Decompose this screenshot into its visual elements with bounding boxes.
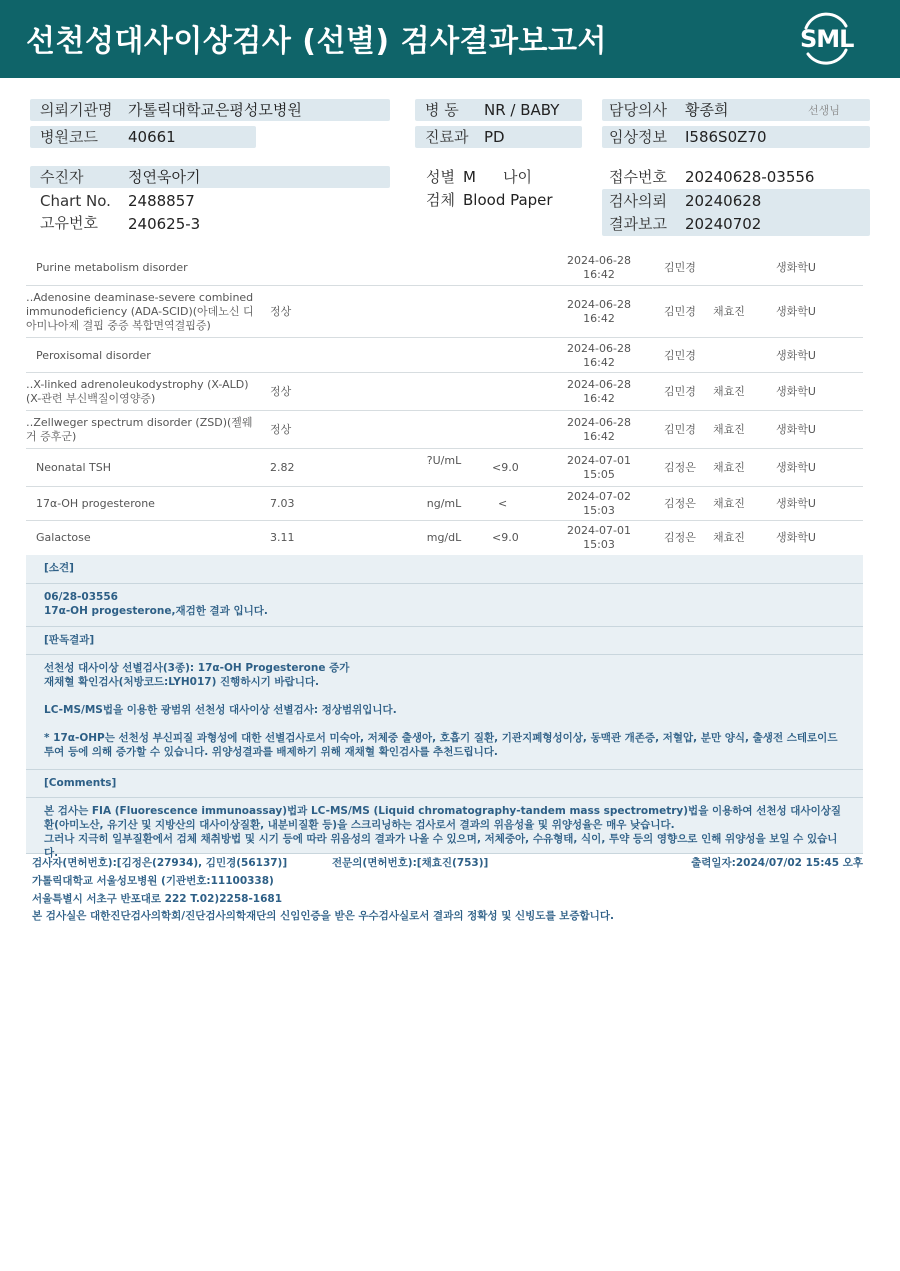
test-unit: ng/mL: [426, 497, 462, 510]
test-date-day: 2024-07-02: [567, 490, 631, 503]
footer-certification: 본 검사실은 대한진단검사의학회/진단검사의학재단의 신임인증을 받은 우수검사실로서 결과의 정확성 및 신빙도를 보증합니다.: [32, 910, 614, 922]
test-date: [566, 416, 632, 444]
verifier-name: 채효진: [713, 497, 745, 510]
table-row: [26, 250, 863, 286]
test-result: 정상: [270, 385, 292, 398]
test-unit: mg/dL: [426, 531, 462, 544]
report-header: [0, 0, 900, 78]
clinical-value: I586S0Z70: [685, 128, 767, 146]
test-result: 2.82: [270, 461, 295, 474]
footer-specialist: 전문의(면허번호):[채효진(753)]: [332, 857, 489, 869]
logo-text: SML: [800, 25, 854, 53]
test-department: 생화학U: [776, 531, 816, 544]
doctor-value: 황종희: [685, 101, 729, 119]
tester-name: 김정은: [664, 497, 696, 510]
table-row: [26, 338, 863, 373]
test-date-day: 2024-06-28: [567, 254, 631, 267]
test-name: Galactose: [36, 531, 91, 544]
judgment-line: 재채혈 확인검사(처방코드:LYH017) 진행하시기 바랍니다.: [44, 676, 319, 688]
results-table: [26, 250, 863, 555]
ward-label: 병 동: [425, 101, 459, 119]
tester-name: 김민경: [664, 305, 696, 318]
tester-name: 김민경: [664, 423, 696, 436]
test-date: [566, 254, 632, 282]
test-name: ‥X-linked adrenoleukodystrophy (X-ALD)(X-관련 부신백질이영양증): [26, 378, 249, 405]
test-date-time: 15:03: [583, 504, 615, 517]
tester-name: 김민경: [664, 349, 696, 362]
test-result: 7.03: [270, 497, 295, 510]
test-date: [566, 342, 632, 370]
test-department: 생화학U: [776, 461, 816, 474]
judgment-line: * 17α-OHP는 선천성 부신피질 과형성에 대한 선별검사로서 미숙아, 저체중 출생아, 호흡기 질환, 기관지폐형성이상, 동맥관 개존증, 저혈압, 분만 양식, 출생전 스테로이드 투여 등에 의해 증가할 수 있습니다. 위양성결과를 배제하기 위해 재채혈 확인검사를 추천드립니다.: [44, 732, 838, 758]
test-date: [566, 454, 632, 482]
footer-testers: 검사자(면허번호):[김정은(27934), 김민경(56137)]: [32, 857, 288, 869]
patient-pill: [30, 166, 390, 188]
test-date-time: 15:03: [583, 538, 615, 551]
findings-heading: [소견]: [44, 562, 74, 574]
verifier-name: 채효진: [713, 461, 745, 474]
test-ref-range: <9.0: [492, 461, 519, 474]
sex-value: M: [463, 168, 476, 186]
test-ref-range: <9.0: [492, 531, 519, 544]
findings-line: 06/28-03556: [44, 591, 118, 603]
doctor-label: 담당의사: [609, 101, 667, 119]
test-name: ‥Zellweger spectrum disorder (ZSD)(젤웨거 증후군): [26, 416, 253, 443]
institution-value: 가톨릭대학교은평성모병원: [128, 101, 302, 119]
unique-no-value: 240625-3: [128, 215, 201, 233]
test-name: 17α-OH progesterone: [36, 497, 155, 510]
notes-panel: [26, 555, 863, 859]
institution-label: 의뢰기관명: [40, 101, 113, 119]
test-department: 생화학U: [776, 349, 816, 362]
test-department: 생화학U: [776, 497, 816, 510]
tester-name: 김정은: [664, 531, 696, 544]
verifier-name: 채효진: [713, 531, 745, 544]
comments-line: 본 검사는 FIA (Fluorescence immunoassay)법과 LC-MS/MS (Liquid chromatography-tandem mass spectrometry)법을 이용하여 선천성 대사이상질환(아미노산, 유기산 및 지방산의 대사이상질환, 내분비질환 등)을 스크리닝하는 검사로서 결과의 위음성율 및 위양성율은 매우 낮습니다.: [44, 805, 842, 831]
judgment-heading: [판독결과]: [44, 634, 95, 646]
table-row: [26, 449, 863, 487]
test-date-time: 16:42: [583, 312, 615, 325]
test-date-time: 16:42: [583, 430, 615, 443]
sex-label: 성별: [426, 168, 455, 186]
findings-line: 17α-OH progesterone,재검한 결과 입니다.: [44, 605, 268, 617]
judgment-line: LC-MS/MS법을 이용한 광범위 선천성 대사이상 선별검사: 정상범위입니다.: [44, 704, 397, 716]
verifier-name: 채효진: [713, 423, 745, 436]
ward-value: NR / BABY: [484, 101, 560, 119]
footer-printed-date: 출력일자:2024/07/02 15:45 오후: [691, 857, 863, 869]
table-row: [26, 411, 863, 449]
test-date: [566, 524, 632, 552]
test-date: [566, 490, 632, 518]
judgment-line: 선천성 대사이상 선별검사(3종): 17α-OH Progesterone 증가: [44, 662, 350, 674]
test-unit: ?U/mL: [426, 454, 462, 467]
verifier-name: 채효진: [713, 385, 745, 398]
hospital-code-value: 40661: [128, 128, 176, 146]
test-result: 정상: [270, 423, 292, 436]
test-date-time: 16:42: [583, 356, 615, 369]
receipt-label: 접수번호: [609, 168, 667, 186]
report-label: 결과보고: [609, 215, 667, 233]
clinical-label: 임상정보: [609, 128, 667, 146]
test-date-day: 2024-07-01: [567, 454, 631, 467]
specimen-label: 검체: [426, 191, 455, 209]
age-label: 나이: [503, 168, 532, 186]
test-department: 생화학U: [776, 261, 816, 274]
chart-no-value: 2488857: [128, 192, 195, 210]
verifier-name: 채효진: [713, 305, 745, 318]
hospital-code-label: 병원코드: [40, 128, 98, 146]
table-row: [26, 286, 863, 338]
sml-logo: [796, 12, 856, 66]
findings-body: [26, 584, 863, 627]
test-date-day: 2024-06-28: [567, 416, 631, 429]
tester-name: 김민경: [664, 385, 696, 398]
footer-institution: 가톨릭대학교 서울성모병원 (기관번호:11100338): [32, 875, 274, 887]
report-value: 20240702: [685, 215, 762, 233]
test-date-day: 2024-06-28: [567, 342, 631, 355]
judgment-heading-row: [26, 627, 863, 655]
comments-heading: [Comments]: [44, 777, 117, 789]
request-value: 20240628: [685, 192, 762, 210]
test-department: 생화학U: [776, 423, 816, 436]
test-department: 생화학U: [776, 385, 816, 398]
tester-name: 김정은: [664, 461, 696, 474]
receipt-value: 20240628-03556: [685, 168, 815, 186]
doctor-suffix: 선생님: [808, 104, 840, 117]
findings-heading-row: [26, 555, 863, 584]
test-date-day: 2024-06-28: [567, 378, 631, 391]
specimen-value: Blood Paper: [463, 191, 553, 209]
department-label: 진료과: [425, 128, 469, 146]
tester-name: 김민경: [664, 261, 696, 274]
test-department: 생화학U: [776, 305, 816, 318]
test-name: ‥Adenosine deaminase-severe combined immunodeficiency (ADA-SCID)(아데노신 디아미나아제 결핍 중증 복합면역결핍증): [26, 291, 254, 332]
test-date-day: 2024-07-01: [567, 524, 631, 537]
table-row: [26, 487, 863, 521]
test-name: Peroxisomal disorder: [36, 349, 151, 362]
patient-value: 정연욱아기: [128, 168, 201, 186]
test-date-time: 16:42: [583, 392, 615, 405]
test-date-day: 2024-06-28: [567, 298, 631, 311]
test-result: 정상: [270, 305, 292, 318]
comments-body: [26, 798, 863, 859]
table-row: [26, 373, 863, 411]
comments-heading-row: [26, 770, 863, 798]
footer-address: 서울특별시 서초구 반포대로 222 T.02)2258-1681: [32, 893, 283, 905]
report-title: 선천성대사이상검사 (선별) 검사결과보고서: [26, 24, 607, 59]
department-value: PD: [484, 128, 505, 146]
comments-line: 그러나 지극히 일부질환에서 검체 채취방법 및 시기 등에 따라 위음성의 결과가 나올 수 있으며, 저체중아, 수유형태, 식이, 투약 등의 영향으로 인해 위양성을 보일 수 있습니다.: [44, 833, 838, 859]
unique-no-label: 고유번호: [40, 214, 98, 232]
test-date-time: 15:05: [583, 468, 615, 481]
test-name: Purine metabolism disorder: [36, 261, 188, 274]
test-ref-range: <: [498, 497, 508, 510]
request-label: 검사의뢰: [609, 192, 667, 210]
judgment-body: [26, 655, 863, 770]
test-name: Neonatal TSH: [36, 461, 112, 474]
chart-no-label: Chart No.: [40, 192, 111, 210]
test-date: [566, 298, 632, 326]
test-date: [566, 378, 632, 406]
patient-label: 수진자: [40, 168, 84, 186]
test-result: 3.11: [270, 531, 295, 544]
table-row: [26, 521, 863, 555]
test-date-time: 16:42: [583, 268, 615, 281]
